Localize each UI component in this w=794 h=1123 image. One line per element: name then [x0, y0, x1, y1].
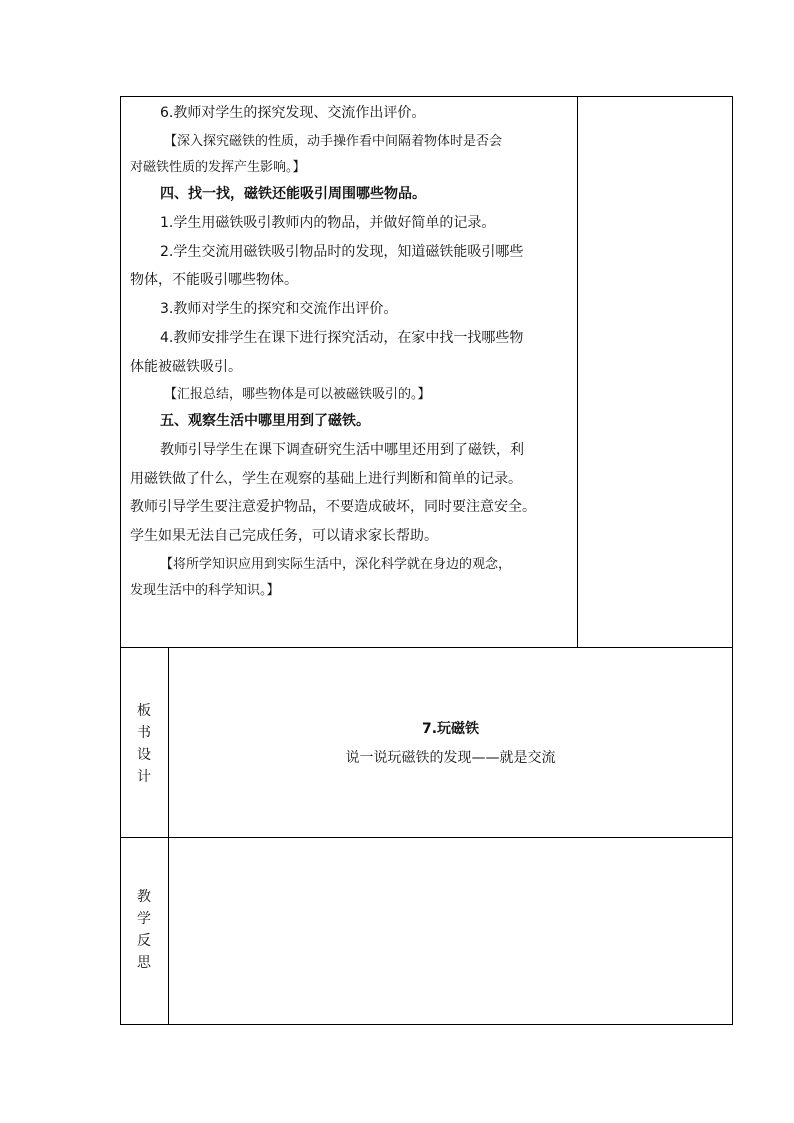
- lesson-line-1: 6.教师对学生的探究发现、交流作出评价。: [160, 105, 426, 121]
- lesson-line-9: 用磁铁做了什么，学生在观察的基础上进行判断和简单的记录。: [130, 471, 522, 487]
- board-design-label: [124, 700, 164, 788]
- board-label-char: 板: [137, 703, 151, 719]
- table-bottom-border: [120, 1024, 733, 1025]
- lesson-line-5: 3.教师对学生的探究和交流作出评价。: [160, 301, 398, 317]
- lesson-note-line-4: 【将所学知识应用到实际生活中，深化科学就在身边的观念，: [160, 557, 512, 572]
- lesson-note-line-5: 发现生活中的科学知识。】: [130, 583, 280, 598]
- board-label-char: 书: [137, 725, 151, 741]
- lesson-line-3: 2.学生交流用磁铁吸引物品时的发现，知道磁铁能吸引哪些: [160, 244, 524, 260]
- notes-column-divider: [577, 96, 578, 648]
- board-label-char: 计: [137, 769, 151, 785]
- reflection-label-char: 教: [137, 889, 151, 905]
- section-heading-5: 五、观察生活中哪里用到了磁铁。: [160, 413, 370, 429]
- board-title: 7.玩磁铁: [421, 721, 480, 737]
- label-column-divider: [168, 647, 169, 1025]
- board-label-char: 设: [137, 747, 151, 763]
- reflection-label: [124, 886, 164, 974]
- lesson-line-11: 学生如果无法自己完成任务，可以请求家长帮助。: [130, 528, 438, 544]
- lesson-line-7: 体能被磁铁吸引。: [130, 359, 242, 375]
- lesson-line-2: 1.学生用磁铁吸引教师内的物品，并做好简单的记录。: [160, 215, 496, 231]
- reflection-label-char: 学: [137, 911, 151, 927]
- lesson-line-4: 物体，不能吸引哪些物体。: [130, 272, 298, 288]
- row-divider-2: [120, 837, 733, 838]
- reflection-label-char: 反: [137, 933, 151, 949]
- lesson-line-6: 4.教师安排学生在课下进行探究活动，在家中找一找哪些物: [160, 330, 524, 346]
- table-right-border: [732, 96, 733, 1025]
- lesson-line-10: 教师引导学生要注意爱护物品，不要造成破坏，同时要注意安全。: [130, 499, 536, 515]
- section-heading-4: 四、找一找，磁铁还能吸引周围哪些物品。: [160, 186, 426, 202]
- table-left-border: [120, 96, 121, 1025]
- lesson-note-line-3: 【汇报总结，哪些物体是可以被磁铁吸引的。】: [164, 387, 431, 402]
- reflection-label-char: 思: [137, 955, 151, 971]
- lesson-line-8: 教师引导学生在课下调查研究生活中哪里还用到了磁铁，利: [160, 442, 524, 458]
- row-divider-1: [120, 647, 733, 648]
- table-top-border: [120, 96, 733, 97]
- lesson-note-line-2: 对磁铁性质的发挥产生影响。】: [130, 160, 306, 175]
- board-subtitle: 说一说玩磁铁的发现——就是交流: [345, 750, 556, 766]
- lesson-note-line-1: 【深入探究磁铁的性质，动手操作看中间隔着物体时是否会: [164, 134, 503, 149]
